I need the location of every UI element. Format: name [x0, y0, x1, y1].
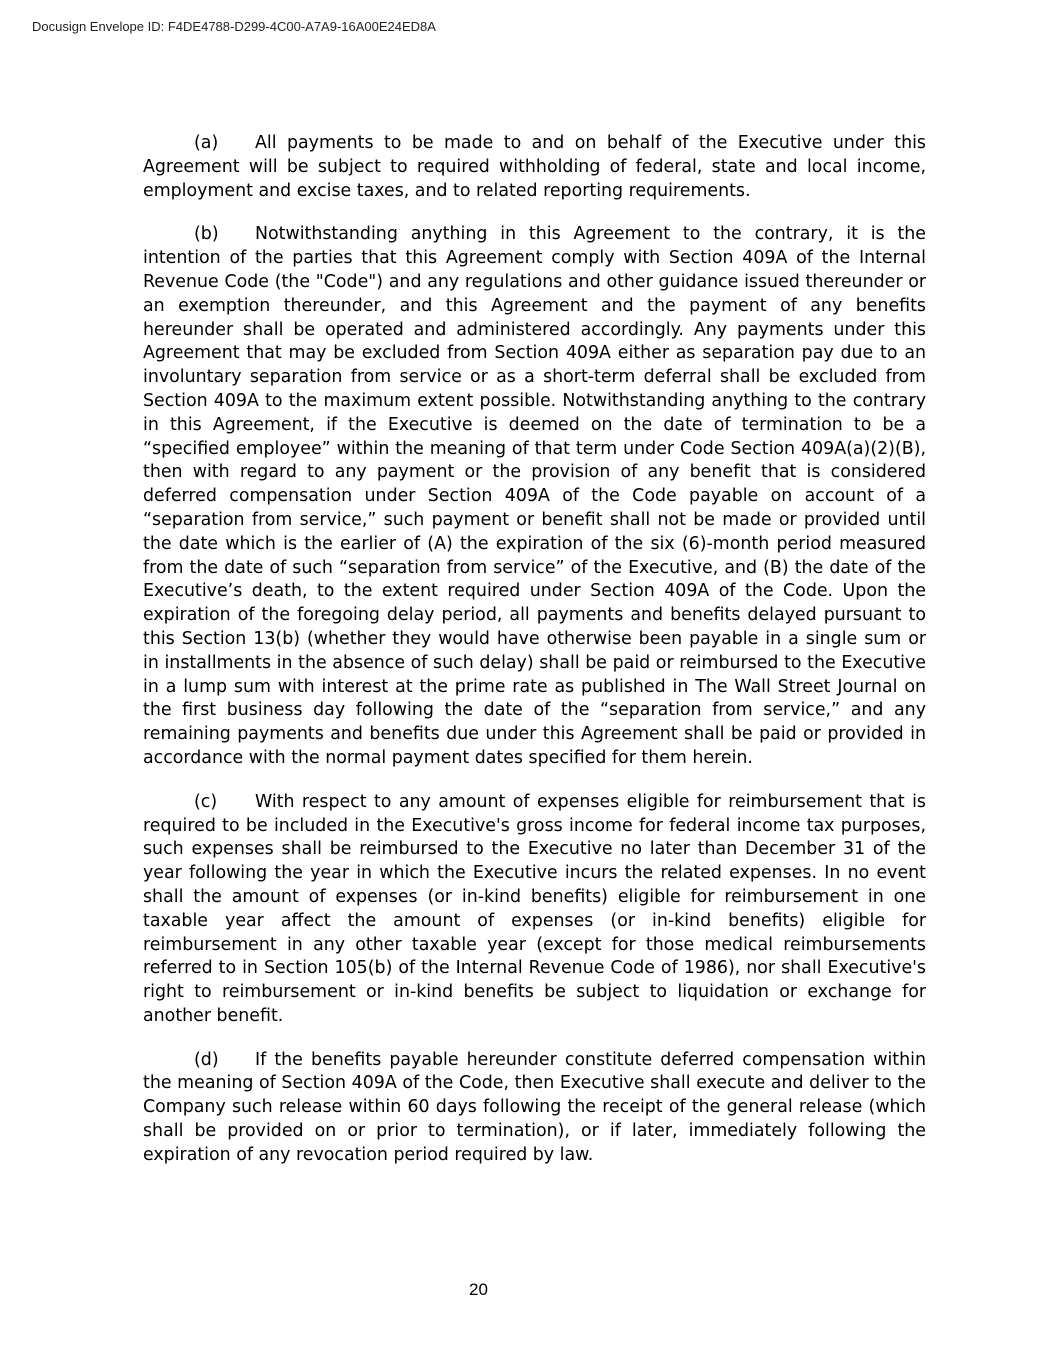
paragraph-label: (d): [194, 1049, 219, 1070]
envelope-id: Docusign Envelope ID: F4DE4788-D299-4C00-A7A9-16A00E24ED8A: [32, 19, 436, 34]
paragraph-label: (a): [194, 133, 219, 153]
paragraph-a: [143, 132, 926, 203]
paragraph-label: (b): [194, 224, 219, 245]
paragraph-text: With respect to any amount of expenses eligible for reimbursement that is required to be included in the Executive's gross income for federal income tax purposes, such expenses shall be reimbursed to the Executive no later than December 31 of the year following the year in which the Executive incurs the related expenses. In no event shall the amount of expenses (or in-kind benefits) eligible for reimbursement in one taxable year affect the amount of expenses (or in-kind benefits) eligible for reimbursement in any other taxable year (except for those medical reimbursements referred to in Section 105(b) of the Internal Revenue Code of 1986), nor shall Executive's right to reimbursement or in-kind benefits be subject to liquidation or exchange for another benefit.: [143, 791, 926, 1026]
paragraph-text: Notwithstanding anything in this Agreement to the contrary, it is the intention of the parties that this Agreement comply with Section 409A of the Internal Revenue Code (the "Code") and any regulations and other guidance issued thereunder or an exemption thereunder, and this Agreement and the payment of any benefits hereunder shall be operated and administered accordingly. Any payments under this Agreement that may be excluded from Section 409A either as separation pay due to an involuntary separation from service or as a short-term deferral shall be excluded from Section 409A to the maximum extent possible. Notwithstanding anything to the contrary in this Agreement, if the Executive is deemed on the date of termination to be a “specified employee” within the meaning of that term under Code Section 409A(a)(2)(B), then with regard to any payment or the provision of any benefit that is considered deferred compensation under Section 409A of the Code payable on account of a “separation from service,” such payment or benefit shall not be made or provided until the date which is the earlier of (A) the expiration of the six (6)-month period measured from the date of such “separation from service” of the Executive, and (B) the date of the Executive’s death, to the extent required under Section 409A of the Code. Upon the expiration of the foregoing delay period, all payments and benefits delayed pursuant to this Section 13(b) (whether they would have otherwise been payable in a single sum or in installments in the absence of such delay) shall be paid or reimbursed to the Executive in a lump sum with interest at the prime rate as published in The Wall Street Journal on the first business day following the date of the “separation from service,” and any remaining payments and benefits due under this Agreement shall be paid or provided in accordance with the normal payment dates specified for them herein.: [143, 224, 926, 768]
paragraph-c: [143, 791, 926, 1029]
paragraph-d: [143, 1049, 926, 1168]
paragraph-text: If the benefits payable hereunder constitute deferred compensation within the meaning of Section 409A of the Code, then Executive shall execute and deliver to the Company such release within 60 days following the receipt of the general release (which shall be provided on or prior to termination), or if later, immediately following the expiration of any revocation period required by law.: [143, 1049, 926, 1165]
document-body: [143, 132, 926, 1188]
paragraph-text: All payments to be made to and on behalf of the Executive under this Agreement will be subject to required withholding of federal, state and local income, employment and excise taxes, and to related reporting requirements.: [143, 133, 926, 201]
page-number: 20: [469, 1280, 488, 1299]
paragraph-b: [143, 223, 926, 770]
paragraph-label: (c): [194, 791, 218, 812]
